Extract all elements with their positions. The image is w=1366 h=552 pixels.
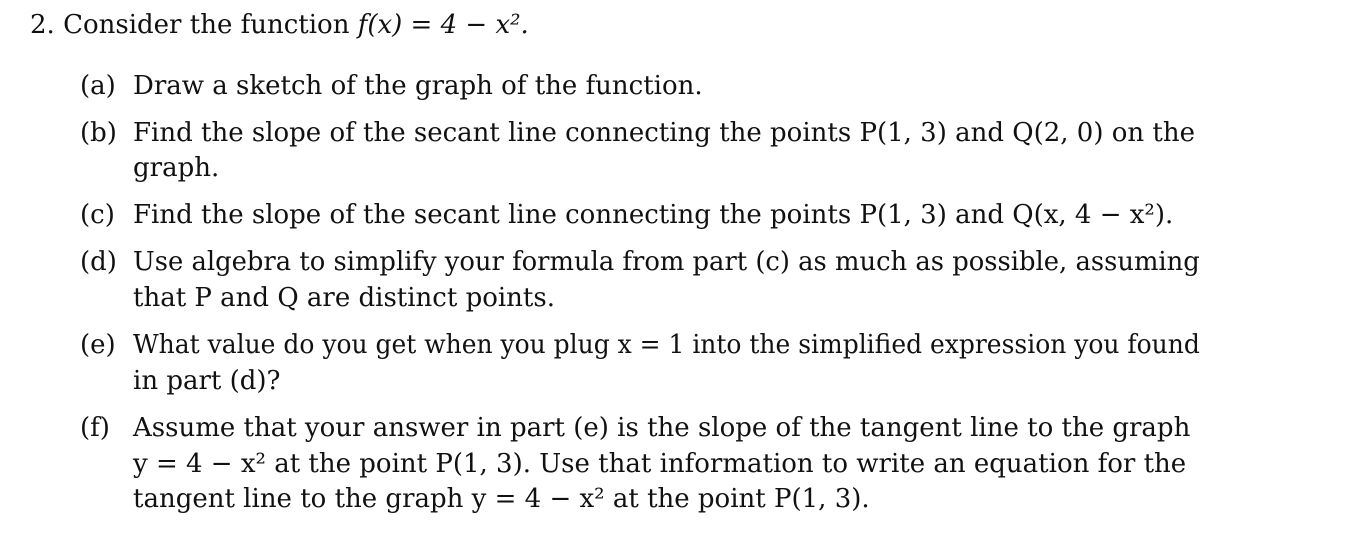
part-d-line-2: that P and Q are distinct points. xyxy=(133,283,555,313)
part-e-line-2: in part (d)? xyxy=(133,366,281,396)
part-a-label: (a) xyxy=(80,71,116,101)
problem-intro: Consider the function xyxy=(63,10,350,40)
part-f-line-1: Assume that your answer in part (e) is the slope of the tangent line to the graph xyxy=(133,413,1191,443)
part-e-label: (e) xyxy=(80,330,116,360)
part-b-line-2: graph. xyxy=(133,153,220,183)
part-d-line-1: Use algebra to simplify your formula from part (c) as much as possible, assuming xyxy=(133,247,1200,277)
problem-function: f(x) = 4 − x². xyxy=(357,10,529,40)
part-f-label: (f) xyxy=(80,413,110,443)
part-f-line-3: tangent line to the graph y = 4 − x² at the point P(1, 3). xyxy=(133,484,870,514)
problem-heading xyxy=(30,10,529,40)
part-f-line-2: y = 4 − x² at the point P(1, 3). Use that information to write an equation for the xyxy=(133,449,1187,479)
problem-number: 2. xyxy=(30,10,55,40)
part-c-label: (c) xyxy=(80,200,115,230)
part-c-line-1: Find the slope of the secant line connecting the points P(1, 3) and Q(x, 4 − x²). xyxy=(133,200,1174,230)
part-b-line-1: Find the slope of the secant line connecting the points P(1, 3) and Q(2, 0) on the xyxy=(133,118,1195,148)
part-b-label: (b) xyxy=(80,118,117,148)
part-e-line-1: What value do you get when you plug x = 1 into the simplified expression you found xyxy=(133,330,1200,360)
part-d-label: (d) xyxy=(80,247,117,277)
part-a-line-1: Draw a sketch of the graph of the function. xyxy=(133,71,703,101)
